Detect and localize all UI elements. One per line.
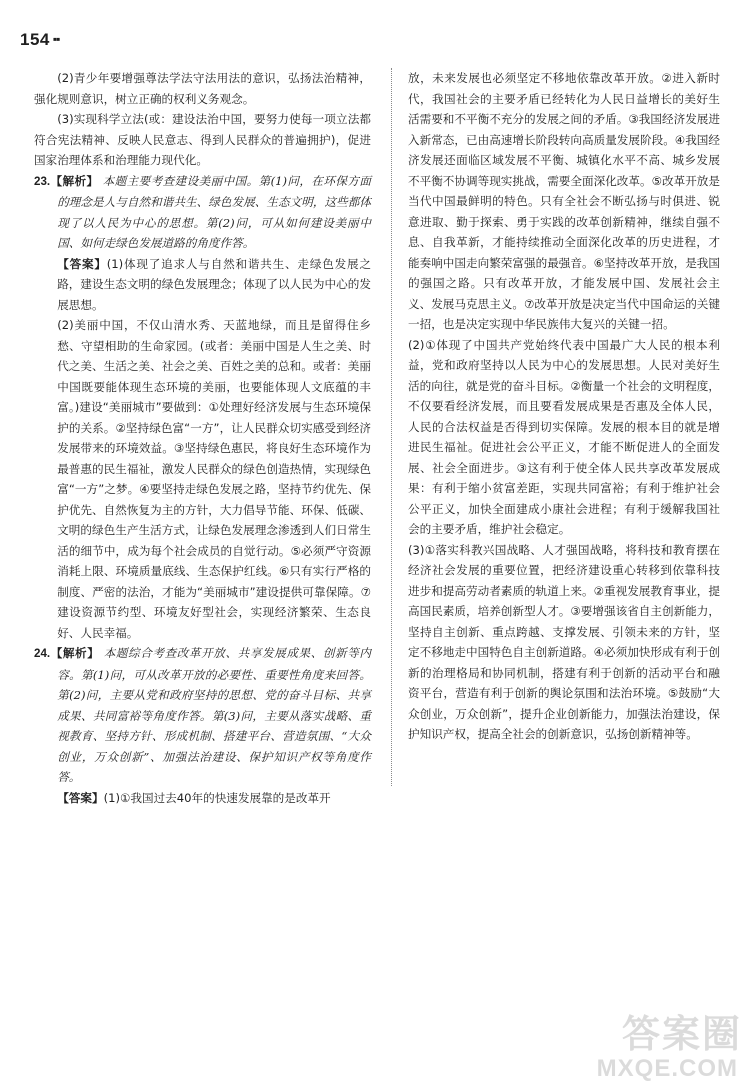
q23-analysis-text: 本题主要考查建设美丽中国。第(1)问，在环保方面的理念是人与自然和谐共生、绿色发展、生态文明，这些都体现了以人民为中心的思想。第(2)问，可从如何建设美丽中国、如何走绿色发展道路的角度作答。 bbox=[57, 173, 371, 250]
answer-tag: 【答案】 bbox=[57, 256, 107, 271]
q23-answer-1: (1)体现了追求人与自然和谐共生、走绿色发展之路，建设生态文明的绿色发展理念；体现了以人民为中心的发展思想。 bbox=[57, 256, 371, 312]
q23-number: 23. bbox=[34, 174, 51, 188]
page-number: 154 ▪▪ bbox=[20, 30, 60, 49]
q24-answer bbox=[34, 788, 371, 809]
answer-tag: 【答案】 bbox=[57, 790, 104, 805]
q24-answer-3: (3)①落实科教兴国战略、人才强国战略，将科技和教育摆在经济社会发展的重要位置，把经济建设重心转移到依靠科技进步和提高劳动者素质的轨道上来。②重视发展教育事业，提高国民素质，培养创新型人才。③要增强该省自主创新能力，坚持自主创新、重点跨越、支撑发展、引领未来的方针，坚定不移地走中国特色自主创新道路。④必须加快形成有利于创新的治理格局和协同机制，搭建有利于创新的活动平台和融资平台，营造有利于创新的舆论氛围和法治环境。⑤鼓励“大众创业，万众创新”，提升企业创新能力，加强法治建设，保护知识产权，提高全社会的创新意识，弘扬创新精神等。 bbox=[408, 542, 720, 741]
q24-answer-2: (2)①体现了中国共产党始终代表中国最广大人民的根本利益，党和政府坚持以人民为中心的发展思想。人民对美好生活的向往，就是党的奋斗目标。②衡量一个社会的文明程度，不仅要看经济发展，而且要看发展成果是否惠及全体人民，人民的合法权益是否得到切实保障。发展的根本目的就是增进民生福祉。促进社会公平正义，才能不断促进人的全面发展、社会全面进步。③这有利于使全体人民共享改革发展成果：有利于缩小贫富差距，实现共同富裕；有利于维护社会公平正义，加快全面建成小康社会进程；有利于缓解我国社会的主要矛盾，维护社会稳定。 bbox=[408, 337, 720, 536]
q24-answer-1-continued: 放，未来发展也必须坚定不移地依靠改革开放。②进入新时代，我国社会的主要矛盾已经转化为人民日益增长的美好生活需要和不平衡不充分的发展之间的矛盾。③我国经济发展进入新常态，已由高速增长阶段转向高质量发展阶段。④我国经济发展还面临区域发展不平衡、城镇化水平不高、城乡发展不平衡不协调等现实挑战，需要全面深化改革。⑤改革开放是当代中国最鲜明的特色。只有全社会不断弘扬与时俱进、锐意进取、勤于探索、勇于实践的改革创新精神，继续自强不息、自我革新，才能持续推动全面深化改革的历史进程，才能奏响中国走向繁荣富强的最强音。⑥坚持改革开放，是我国的强国之路。只有改革开放，才能发展中国、发展社会主义、发展马克思主义。⑦改革开放是决定当代中国命运的关键一招，也是决定实现中华民族伟大复兴的关键一招。 bbox=[408, 71, 720, 331]
analysis-tag: 【解析】 bbox=[50, 646, 100, 660]
watermark-top: 答案圈 bbox=[621, 1012, 742, 1056]
q24-analysis-text: 本题综合考查改革开放、共享发展成果、创新等内容。第(1)问，可从改革开放的必要性、重要性角度来回答。第(2)问，主要从党和政府坚持的思想、党的奋斗目标、共享成果、共同富裕等角度作答。第(3)问，主要从落实战略、重视教育、坚持方针、形成机制、搭建平台、营造氛围、“大众创业，万众创新”、加强法治建设、保护知识产权等角度作答。 bbox=[57, 646, 371, 784]
watermark-logo bbox=[592, 1003, 742, 1083]
q24-answer-1-start: (1)①我国过去40年的快速发展靠的是改革开 bbox=[103, 790, 331, 805]
right-column bbox=[408, 68, 720, 745]
q23-analysis bbox=[34, 171, 371, 254]
q24-analysis bbox=[34, 643, 371, 788]
analysis-tag: 【解析】 bbox=[50, 173, 99, 188]
q23-answer bbox=[34, 254, 371, 316]
q23-answer-2: (2)美丽中国，不仅山清水秀、天蓝地绿，而且是留得住乡愁、守望相助的生命家园。(或者：美丽中国是人生之美、时代之美、生活之美、社会之美、百姓之美的总和。或者：美丽中国既要能体现生态环境的美丽，也要能体现人文底蕴的丰富。)建设“美丽城市”要做到：①处理好经济发展与生态环境保护的关系。②坚持绿色富“一方”，让人民群众切实感受到经济发展带来的环境效益。③坚持绿色惠民，将良好生态环境作为最普惠的民生福祉，激发人民群众的绿色创造热情，实现绿色富“一方”之梦。④要坚持走绿色发展之路，坚持节约优先、保护优先、自然恢复为主的方针，大力倡导节能、环保、低碳、文明的绿色生产生活方式，让绿色发展理念渗透到人们日常生活的细节中，成为每个社会成员的自觉行动。⑤必须严守资源消耗上限、环境质量底线、生态保护红线。⑥只有实行严格的制度、严密的法治，才能为“美丽城市”建设提供可靠保障。⑦建设资源节约型、环境友好型社会，实现经济繁荣、生态良好、人民幸福。 bbox=[57, 318, 371, 640]
q24-number: 24. bbox=[34, 647, 51, 660]
q22-answer-2: (2)青少年要增强尊法学法守法用法的意识，弘扬法治精神，强化规则意识，树立正确的权利义务观念。 bbox=[34, 71, 371, 106]
watermark-bottom: MXQE.COM bbox=[596, 1055, 738, 1082]
column-divider bbox=[391, 68, 392, 786]
left-column bbox=[34, 68, 371, 808]
q22-answer-3: (3)实现科学立法(或：建设法治中国，要努力使每一项立法都符合宪法精神、反映人民意志、得到人民群众的普遍拥护)，促进国家治理体系和治理能力现代化。 bbox=[34, 112, 371, 167]
